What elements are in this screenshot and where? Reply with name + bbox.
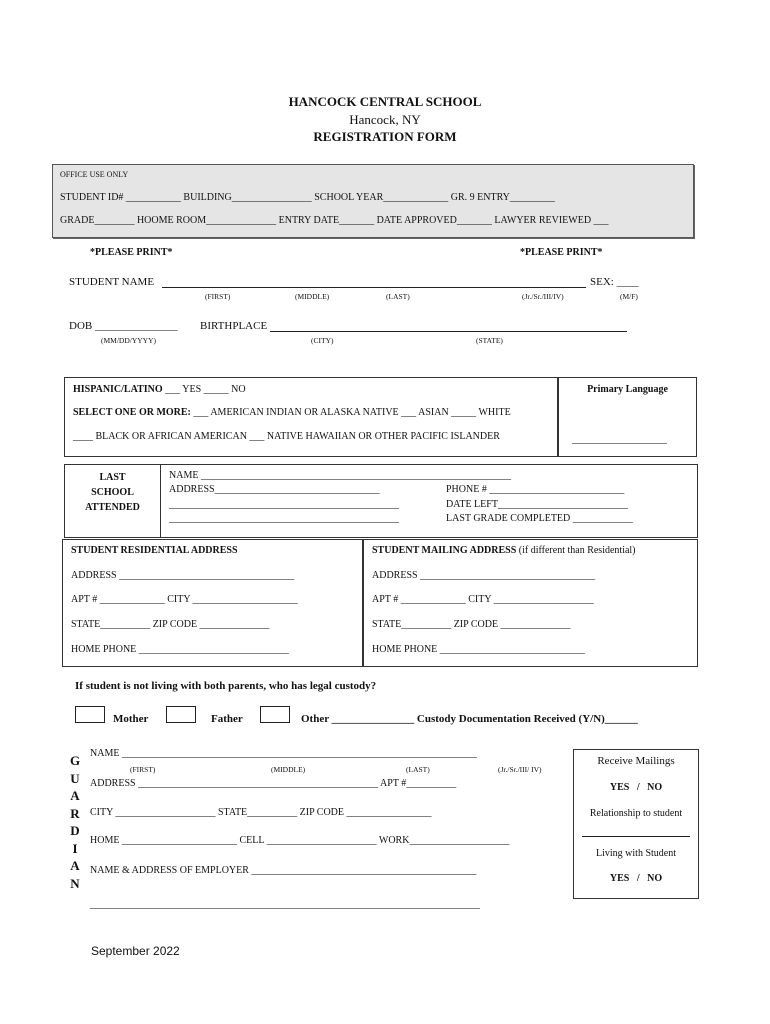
last-school-name-field[interactable]: NAME ______________________________________________________________ — [169, 470, 511, 481]
residential-title: STUDENT RESIDENTIAL ADDRESS — [71, 545, 238, 556]
last-school-address-line-3[interactable]: ______________________________________________ — [169, 513, 399, 524]
guardian-letter: G — [69, 753, 81, 768]
sub-label-suffix: (Jr./Sr./III/IV) — [522, 292, 564, 301]
mother-checkbox[interactable] — [75, 706, 105, 723]
last-school-title — [64, 470, 161, 515]
father-checkbox[interactable] — [166, 706, 196, 723]
last-school-title-line-3: ATTENDED — [85, 502, 140, 513]
mailing-title-row — [372, 545, 636, 556]
employer-field[interactable]: NAME & ADDRESS OF EMPLOYER _____________________________________________ — [90, 865, 477, 876]
mailing-title: STUDENT MAILING ADDRESS — [372, 545, 517, 556]
birthplace-field[interactable] — [270, 331, 627, 332]
mailing-apt-city-field[interactable]: APT # _____________ CITY ____________________ — [372, 594, 594, 605]
sub-label-first: (FIRST) — [205, 292, 231, 301]
living-with-student-label: Living with Student — [596, 848, 676, 859]
form-title: REGISTRATION FORM — [313, 129, 457, 144]
guardian-letter: A — [70, 858, 80, 873]
school-location: Hancock, NY — [349, 112, 421, 127]
guardian-sub-first: (FIRST) — [130, 765, 156, 774]
sub-label-middle: (MIDDLE) — [295, 292, 330, 301]
last-school-phone-field[interactable]: PHONE # ___________________________ — [446, 484, 625, 495]
guardian-letter: N — [70, 875, 80, 891]
other-custody-field[interactable]: Other _______________ Custody Documentation Received (Y/N)______ — [301, 713, 638, 725]
please-print-right: *PLEASE PRINT* — [520, 247, 603, 258]
mailing-state-zip-field[interactable]: STATE__________ ZIP CODE ______________ — [372, 619, 571, 630]
sub-label-last: (LAST) — [386, 292, 410, 301]
dob-field[interactable]: DOB _______________ — [69, 320, 178, 332]
custody-question: If student is not living with both parents, who has legal custody? — [75, 680, 377, 692]
last-school-address-field[interactable]: ADDRESS_________________________________ — [169, 484, 380, 495]
sub-label-dob-format: (MM/DD/YYYY) — [101, 336, 156, 345]
father-label: Father — [211, 713, 243, 725]
last-grade-field[interactable]: LAST GRADE COMPLETED ____________ — [446, 513, 633, 524]
other-checkbox[interactable] — [260, 706, 290, 723]
sub-label-state: (STATE) — [476, 336, 503, 345]
guardian-name-field[interactable]: NAME _______________________________________________________________________ — [90, 748, 477, 759]
guardian-city-state-zip-field[interactable]: CITY ____________________ STATE__________ ZIP CODE _________________ — [90, 807, 432, 818]
sex-field[interactable]: SEX: ____ — [590, 276, 639, 288]
sub-label-city: (CITY) — [311, 336, 334, 345]
living-with-student-yes-no[interactable]: YES / NO — [609, 873, 663, 884]
guardian-letter: D — [70, 823, 80, 838]
select-label: SELECT ONE OR MORE: — [73, 407, 191, 418]
guardian-sub-middle: (MIDDLE) — [271, 765, 306, 774]
last-school-title-line-2: SCHOOL — [91, 487, 134, 498]
primary-language-label: Primary Language — [587, 384, 668, 395]
hispanic-row[interactable] — [73, 384, 246, 395]
guardian-phones-field[interactable]: HOME _______________________ CELL ______________________ WORK____________________ — [90, 835, 510, 846]
mother-label: Mother — [113, 713, 149, 725]
employer-address-line[interactable]: ______________________________________________________________________________ — [90, 899, 480, 910]
residential-phone-field[interactable]: HOME PHONE ______________________________ — [71, 644, 289, 655]
mailing-address-field[interactable]: ADDRESS ___________________________________ — [372, 570, 596, 581]
student-name-label: STUDENT NAME — [69, 276, 155, 288]
residential-state-zip-field[interactable]: STATE__________ ZIP CODE ______________ — [71, 619, 270, 630]
date-left-field[interactable]: DATE LEFT__________________________ — [446, 499, 628, 510]
guardian-letter: U — [70, 770, 80, 786]
guardian-letter: A — [70, 788, 80, 803]
mailing-phone-field[interactable]: HOME PHONE _____________________________ — [372, 644, 585, 655]
student-name-field[interactable] — [162, 287, 586, 288]
primary-language-field[interactable]: ___________________ — [572, 434, 667, 445]
birthplace-label: BIRTHPLACE — [200, 320, 268, 332]
school-name: HANCOCK CENTRAL SCHOOL — [288, 94, 482, 109]
mailing-title-note: (if different than Residential) — [516, 545, 636, 556]
office-row-1[interactable]: STUDENT ID# ___________ BUILDING________________ SCHOOL YEAR_____________ GR. 9 ENTRY_________ — [60, 192, 555, 203]
guardian-letter: I — [72, 840, 78, 856]
race-row-2[interactable]: ____ BLACK OR AFRICAN AMERICAN ___ NATIVE HAWAIIAN OR OTHER PACIFIC ISLANDER — [73, 431, 500, 442]
receive-mailings-yes-no[interactable]: YES / NO — [609, 782, 663, 793]
guardian-letter: R — [70, 805, 80, 821]
last-school-address-line-2[interactable]: ______________________________________________ — [169, 499, 399, 510]
hispanic-label: HISPANIC/LATINO — [73, 384, 163, 395]
race-options-1[interactable]: ___ AMERICAN INDIAN OR ALASKA NATIVE ___ ASIAN _____ WHITE — [190, 407, 511, 418]
last-school-title-line-1: LAST — [99, 472, 126, 483]
residential-apt-city-field[interactable]: APT # _____________ CITY _____________________ — [71, 594, 298, 605]
sub-label-mf: (M/F) — [620, 292, 638, 301]
hispanic-options[interactable]: ___ YES _____ NO — [162, 384, 246, 395]
race-row-1[interactable] — [73, 407, 511, 418]
office-row-2[interactable]: GRADE________ HOOME ROOM______________ ENTRY DATE_______ DATE APPROVED_______ LAWYER REVIEWED ___ — [60, 215, 609, 226]
relationship-label: Relationship to student — [589, 808, 683, 819]
relationship-field[interactable] — [582, 836, 690, 837]
footer-date: September 2022 — [91, 944, 180, 958]
guardian-vertical-label — [68, 752, 82, 892]
guardian-address-field[interactable]: ADDRESS ________________________________________________ APT #__________ — [90, 778, 457, 789]
receive-mailings-label: Receive Mailings — [597, 755, 675, 767]
guardian-sub-last: (LAST) — [406, 765, 430, 774]
office-use-label: OFFICE USE ONLY — [60, 170, 129, 179]
guardian-sub-suffix: (Jr./Sr./III/ IV) — [498, 765, 542, 774]
please-print-left: *PLEASE PRINT* — [90, 247, 173, 258]
residential-address-field[interactable]: ADDRESS ___________________________________ — [71, 570, 295, 581]
